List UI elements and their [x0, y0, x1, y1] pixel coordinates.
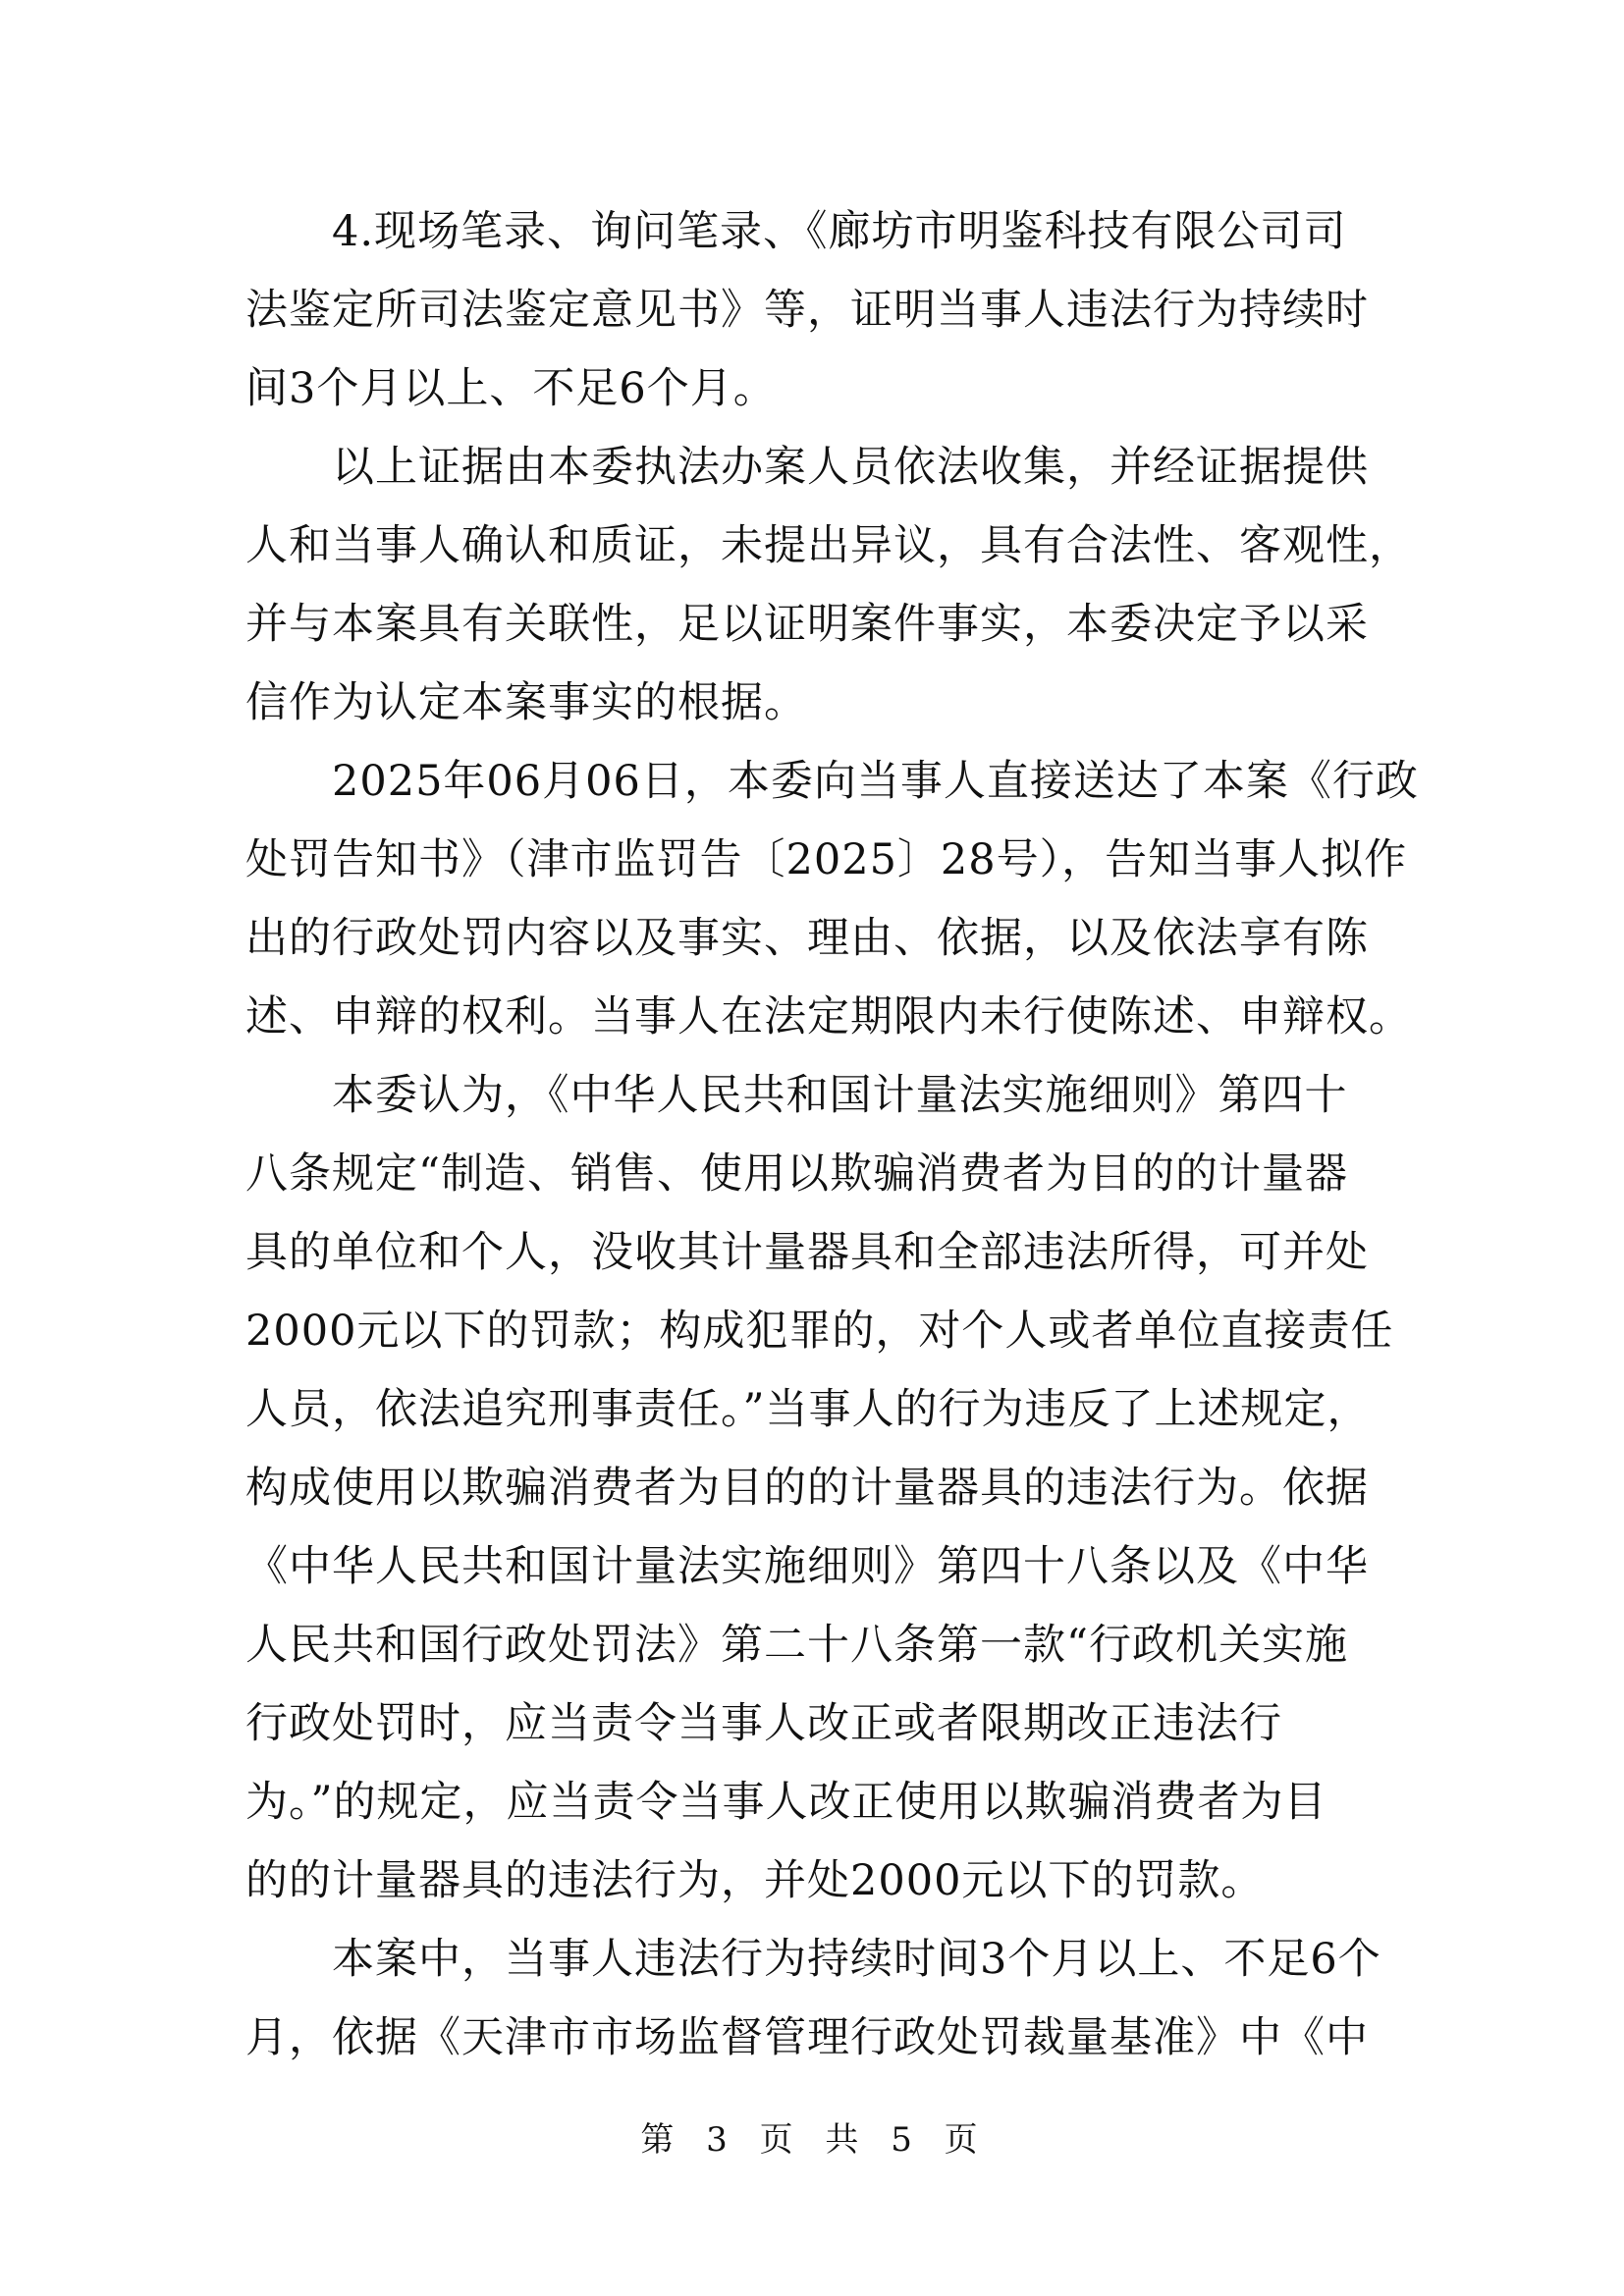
text-line: 八条规定“制造、销售、使用以欺骗消费者为目的的计量器 — [245, 1149, 1348, 1199]
text-line: 2000元以下的罚款；构成犯罪的，对个人或者单位直接责任 — [245, 1307, 1394, 1356]
text-line: 月，依据《天津市市场监督管理行政处罚裁量基准》中《中 — [245, 2013, 1369, 2062]
text-line: 信作为认定本案事实的根据。 — [245, 678, 807, 727]
text-line: 2025年06月06日，本委向当事人直接送达了本案《行政 — [245, 757, 1419, 806]
document-body — [245, 192, 1419, 2077]
text-line: 的的计量器具的违法行为，并处2000元以下的罚款。 — [245, 1856, 1265, 1905]
text-line: 人和当事人确认和质证，未提出异议，具有合法性、客观性， — [245, 521, 1412, 570]
text-line: 行政处罚时，应当责令当事人改正或者限期改正违法行 — [245, 1699, 1282, 1748]
text-line: 构成使用以欺骗消费者为目的的计量器具的违法行为。依据 — [245, 1464, 1369, 1513]
text-line: 本委认为，《中华人民共和国计量法实施细则》第四十 — [245, 1071, 1348, 1120]
text-line: 人员，依法追究刑事责任。”当事人的行为违反了上述规定， — [245, 1385, 1371, 1434]
text-line: 述、申辩的权利。当事人在法定期限内未行使陈述、申辩权。 — [245, 992, 1412, 1041]
text-line: 4.现场笔录、询问笔录、《廊坊市明鉴科技有限公司司 — [245, 207, 1347, 256]
text-line: 本案中，当事人违法行为持续时间3个月以上、不足6个 — [245, 1935, 1381, 1984]
text-line: 并与本案具有关联性，足以证明案件事实，本委决定予以采 — [245, 600, 1369, 649]
text-line: 以上证据由本委执法办案人员依法收集，并经证据提供 — [245, 443, 1369, 492]
text-line: 为。”的规定，应当责令当事人改正使用以欺骗消费者为目 — [245, 1778, 1327, 1827]
text-line: 具的单位和个人，没收其计量器具和全部违法所得，可并处 — [245, 1228, 1369, 1277]
text-line: 法鉴定所司法鉴定意见书》等，证明当事人违法行为持续时 — [245, 286, 1369, 335]
text-line: 出的行政处罚内容以及事实、理由、依据，以及依法享有陈 — [245, 914, 1369, 963]
text-line: 间3个月以上、不足6个月。 — [245, 364, 777, 413]
text-line: 处罚告知书》（津市监罚告〔2025〕28号），告知当事人拟作 — [245, 835, 1408, 884]
page-number-footer: 第 3 页 共 5 页 — [640, 2120, 984, 2160]
text-line: 人民共和国行政处罚法》第二十八条第一款“行政机关实施 — [245, 1621, 1348, 1670]
text-line: 《中华人民共和国计量法实施细则》第四十八条以及《中华 — [245, 1542, 1369, 1591]
